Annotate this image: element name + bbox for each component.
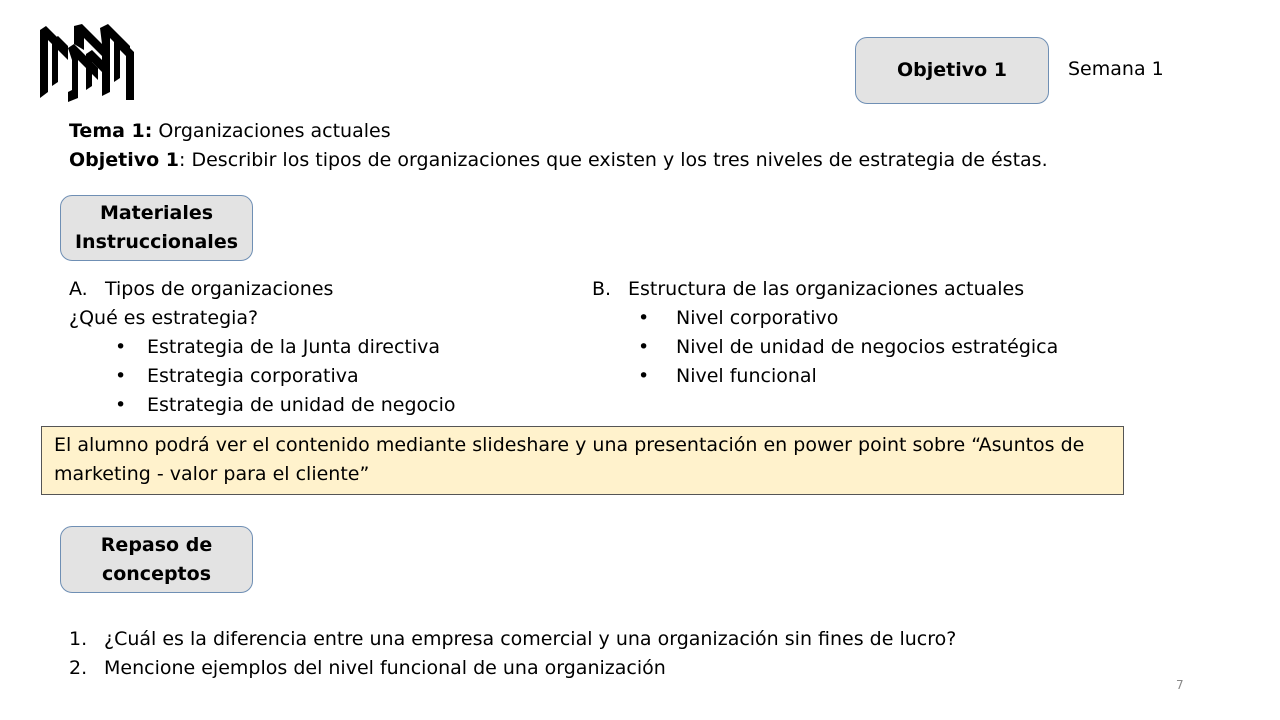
list-item: • Estrategia corporativa — [69, 362, 455, 391]
question-item — [69, 625, 956, 654]
review-questions — [69, 625, 956, 683]
section-a-title: Tipos de organizaciones — [105, 278, 334, 300]
section-a-title-row — [69, 275, 455, 304]
section-a-list — [69, 333, 455, 420]
question-marker: 1. — [69, 628, 88, 650]
question-item — [69, 654, 956, 683]
section-b-title: Estructura de las organizaciones actuales — [628, 278, 1025, 300]
question-text: Mencione ejemplos del nivel funcional de una organización — [104, 657, 666, 679]
section-a — [69, 275, 455, 420]
section-a-subtitle: ¿Qué es estrategia? — [69, 307, 259, 329]
question-text: ¿Cuál es la diferencia entre una empresa comercial y una organización sin fines de lucro? — [104, 628, 957, 650]
section-b — [592, 275, 1058, 391]
section-b-title-row — [592, 275, 1058, 304]
objective-badge-label: Objetivo 1 — [896, 59, 1008, 81]
topic-text: Organizaciones actuales — [152, 120, 391, 142]
list-item: • Nivel funcional — [592, 362, 1058, 391]
topic-heading: Tema 1: — [69, 120, 153, 142]
list-item: • Estrategia de la Junta directiva — [69, 333, 455, 362]
review-badge-line-1: Repaso de — [100, 533, 213, 556]
section-b-marker: B. — [592, 278, 612, 300]
materials-badge-line-2: Instruccionales — [74, 231, 239, 253]
note-text: El alumno podrá ver el contenido mediante slideshare y una presentación en power point sobre “Asuntos de marketing - valor para el cliente” — [54, 434, 1085, 485]
institution-logo — [38, 22, 136, 102]
materials-badge-line-1: Materiales — [99, 202, 214, 224]
question-marker: 2. — [69, 657, 88, 679]
section-a-marker: A. — [69, 278, 88, 300]
page-number: 7 — [1176, 678, 1184, 692]
topic-block — [69, 117, 1048, 175]
objective-text: : Describir los tipos de organizaciones que existen y los tres niveles de estrategia de éstas. — [179, 149, 1048, 171]
topic-line — [69, 117, 1048, 146]
list-item: • Estrategia de unidad de negocio — [69, 391, 455, 420]
note-box — [41, 426, 1124, 495]
list-item: • Nivel de unidad de negocios estratégica — [592, 333, 1058, 362]
objective-line — [69, 146, 1048, 175]
list-item: • Nivel corporativo — [592, 304, 1058, 333]
review-badge — [60, 526, 253, 593]
section-b-list — [592, 304, 1058, 391]
week-label: Semana 1 — [1068, 58, 1164, 80]
objective-heading: Objetivo 1 — [69, 149, 180, 171]
review-badge-line-2: conceptos — [101, 562, 212, 585]
materials-badge — [60, 195, 253, 261]
objective-badge — [855, 37, 1049, 104]
